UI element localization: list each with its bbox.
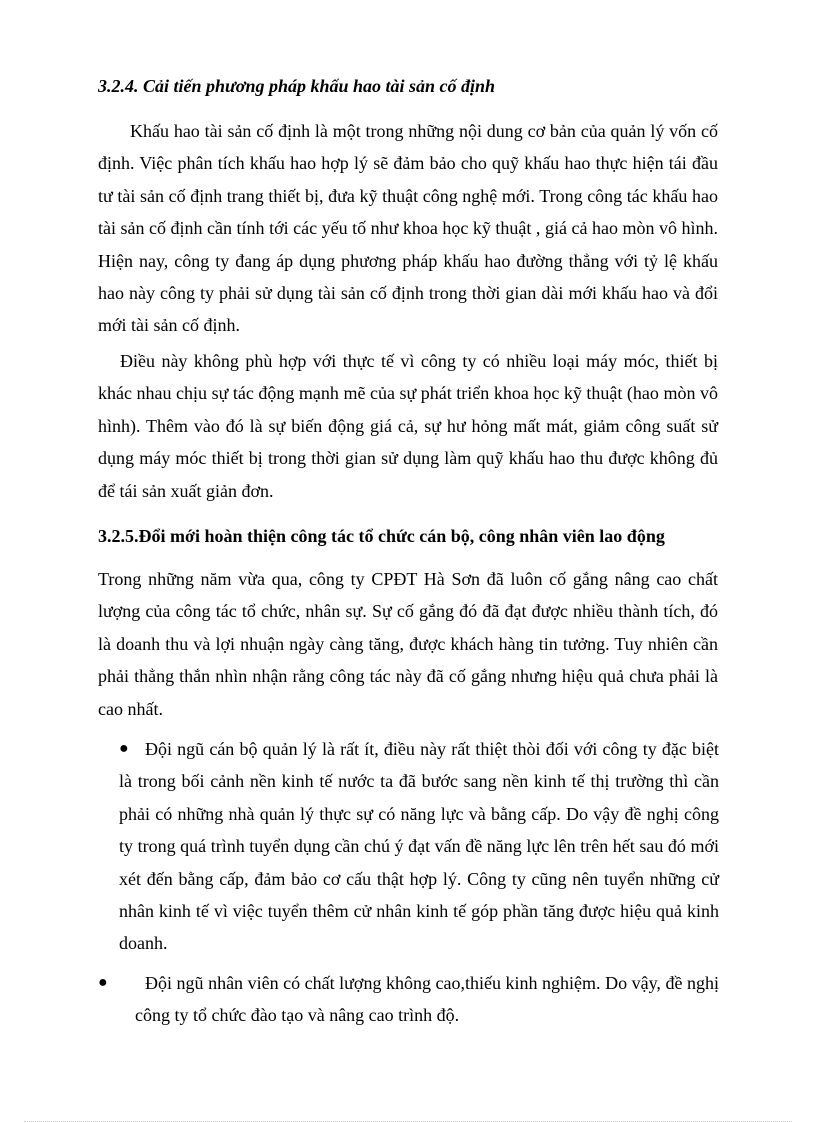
bullet-icon: ● xyxy=(119,740,129,757)
list-item xyxy=(98,967,719,1032)
bullet-text-staff: Đội ngũ nhân viên có chất lượng không cao,thiếu kinh nghiệm. Do vậy, đề nghị công ty tổ chức đào tạo và nâng cao trình độ. xyxy=(135,973,719,1026)
list-item xyxy=(119,733,719,960)
paragraph-depreciation-issue: Điều này không phù hợp với thực tế vì công ty có nhiều loại máy móc, thiết bị khác nhau chịu sự tác động mạnh mẽ của sự phát triển khoa học kỹ thuật (hao mòn vô hình). Thêm vào đó là sự biến động giá cả, sự hư hỏng mất mát, giảm công suất sử dụng máy móc thiết bị trong thời gian sử dụng làm quỹ khấu hao thu được không đủ để tái sản xuất giản đơn. xyxy=(98,351,718,501)
bullet-text-management: Đội ngũ cán bộ quản lý là rất ít, điều này rất thiệt thòi đối với công ty đặc biệt là trong bối cảnh nền kinh tế nước ta đã bước sang nền kinh tế thị trường thì cần phải có những nhà quản lý thực sự có năng lực và bằng cấp. Do vậy đề nghị công ty trong quá trình tuyển dụng cần chú ý đạt vấn đề năng lực lên trên hết sau đó mới xét đến bằng cấp, đảm bảo cơ cấu thật hợp lý. Công ty cũng nên tuyển những cử nhân kinh tế vì việc tuyển thêm cử nhân kinh tế góp phần tăng được hiệu quả kinh doanh. xyxy=(119,739,719,954)
paragraph-depreciation-intro: Khấu hao tài sản cố định là một trong những nội dung cơ bản của quản lý vốn cố định. Việc phân tích khấu hao hợp lý sẽ đảm bảo cho quỹ khấu hao thực hiện tái đầu tư tài sản cố định trang thiết bị, đưa kỹ thuật công nghệ mới. Trong công tác khấu hao tài sản cố định cần tính tới các yếu tố như khoa học kỹ thuật , giá cả hao mòn vô hình. Hiện nay, công ty đang áp dụng phương pháp khấu hao đường thẳng với tỷ lệ khấu hao này công ty phải sử dụng tài sản cố định trong thời gian dài mới khấu hao và đổi mới tài sản cố định. xyxy=(98,121,718,336)
page-bottom-divider xyxy=(24,1121,792,1122)
paragraph-personnel-intro: Trong những năm vừa qua, công ty CPĐT Hà Sơn đã luôn cố gắng nâng cao chất lượng của công tác tổ chức, nhân sự. Sự cố gắng đó đã đạt được nhiều thành tích, đó là doanh thu và lợi nhuận ngày càng tăng, được khách hàng tin tưởng. Tuy nhiên cần phải thẳng thắn nhìn nhận rằng công tác này đã cố gắng nhưng hiệu quả chưa phải là cao nhất. xyxy=(98,569,718,719)
section-heading-3-2-4: 3.2.4. Cải tiến phương pháp khấu hao tài sản cố định xyxy=(98,76,496,96)
section-heading-3-2-5: 3.2.5.Đổi mới hoàn thiện công tác tổ chức cán bộ, công nhân viên lao động xyxy=(98,526,665,546)
bullet-icon: ● xyxy=(98,974,108,991)
